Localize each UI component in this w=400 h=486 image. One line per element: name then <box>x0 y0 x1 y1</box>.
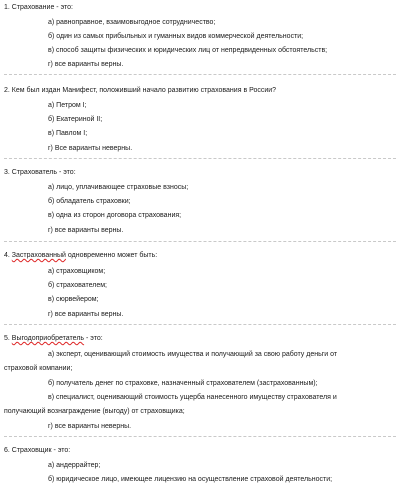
question-3-option-c: в) одна из сторон договора страхования; <box>48 212 182 219</box>
question-1-title: 1. Страхование - это: <box>4 4 73 11</box>
question-2-option-c: в) Павлом I; <box>48 130 88 137</box>
question-1-option-b: б) один из самых прибыльных и гуманных видов коммерческой деятельности; <box>48 33 304 40</box>
question-5-option-b: б) получатель денег по страховке, назначенный страхователем (застрахованным); <box>48 380 318 387</box>
question-6-option-b: б) юридическое лицо, имеющее лицензию на осуществление страховой деятельности; <box>48 476 333 483</box>
question-6-option-a: а) андеррайтер; <box>48 462 101 469</box>
question-5-title-rest: - это: <box>84 335 103 342</box>
separator <box>4 324 396 325</box>
question-4-title <box>4 252 157 259</box>
question-3-option-b: б) обладатель страховки; <box>48 198 131 205</box>
question-1-option-d: г) все варианты верны. <box>48 61 124 68</box>
question-5-option-a: а) эксперт, оценивающий стоимость имущества и получающий за свою работу деньги от <box>48 351 338 358</box>
separator <box>4 436 396 437</box>
question-5-option-d: г) все варианты неверны. <box>48 423 132 430</box>
question-5-option-c: в) специалист, оценивающий стоимость ущерба нанесенного имуществу страхователя и <box>48 394 337 401</box>
question-4-title-rest: одновременно может быть: <box>65 252 158 259</box>
question-4-option-d: г) все варианты верны. <box>48 311 124 318</box>
question-5-option-c-continued: получающий вознаграждение (выгоду) от страховщика; <box>4 408 185 415</box>
question-3-option-a: а) лицо, уплачивающее страховые взносы; <box>48 184 189 191</box>
question-4-number: 4. <box>4 252 12 259</box>
question-3-title: 3. Страхователь - это: <box>4 169 76 176</box>
question-4-option-c: в) сюрвейером; <box>48 296 99 303</box>
question-1-option-a: а) равноправное, взаимовыгодное сотрудничество; <box>48 19 216 26</box>
question-5-title <box>4 335 103 342</box>
question-3-option-d: г) все варианты верны. <box>48 227 124 234</box>
question-5-number: 5. <box>4 335 12 342</box>
question-2-option-d: г) Все варианты неверны. <box>48 145 133 152</box>
question-5-term: Выгодоприобретатель <box>11 335 85 342</box>
question-4-term: Застрахованный <box>11 252 66 259</box>
question-1-option-c: в) способ защиты физических и юридических лиц от непредвиденных обстоятельств; <box>48 47 328 54</box>
question-5-option-a-continued: страховой компании; <box>4 365 73 372</box>
separator <box>4 74 396 75</box>
separator <box>4 158 396 159</box>
question-2-option-b: б) Екатериной II; <box>48 116 103 123</box>
separator <box>4 241 396 242</box>
question-2-title: 2. Кем был издан Манифест, положивший начало развитию страхования в России? <box>4 87 277 94</box>
question-4-option-b: б) страхователем; <box>48 282 107 289</box>
question-4-option-a: а) страховщиком; <box>48 268 106 275</box>
question-6-title: 6. Страховщик - это: <box>4 447 71 454</box>
question-2-option-a: а) Петром I; <box>48 102 87 109</box>
